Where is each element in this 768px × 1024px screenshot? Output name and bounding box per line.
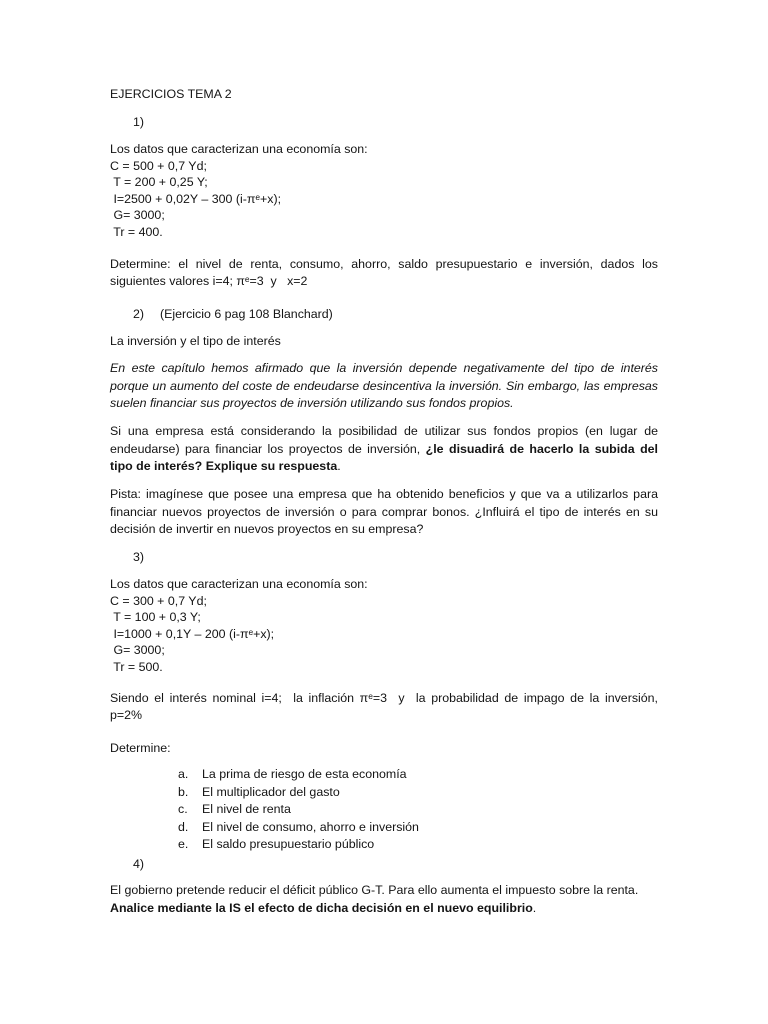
exercise-4-statement: El gobierno pretende reducir el déficit público G-T. Para ello aumenta el impuesto sobre la renta. bbox=[110, 883, 639, 897]
list-text: El multiplicador del gasto bbox=[202, 784, 340, 799]
question-end: . bbox=[337, 459, 341, 474]
exercise-2-reference: (Ejercicio 6 pag 108 Blanchard) bbox=[159, 307, 333, 321]
exercise-1-number: 1) bbox=[133, 115, 145, 129]
list-text: El nivel de consumo, ahorro e inversión bbox=[202, 819, 419, 834]
equation-investment: I=2500 + 0,02Y – 300 (i-πᵉ+x); bbox=[110, 191, 282, 206]
list-text: El saldo presupuestario público bbox=[202, 837, 375, 852]
exercise-3-number: 3) bbox=[133, 550, 145, 564]
exercise-3-given bbox=[110, 690, 658, 723]
list-item bbox=[178, 819, 658, 837]
exercise-1-task bbox=[110, 256, 658, 289]
equation-taxes: T = 100 + 0,3 Y; bbox=[110, 610, 201, 625]
equation-investment: I=1000 + 0,1Y – 200 (i-πᵉ+x); bbox=[110, 626, 275, 641]
equation-transfers: Tr = 500. bbox=[110, 659, 163, 674]
exercise-1-data bbox=[110, 141, 658, 241]
exercise-3-given-line-2: p=2% bbox=[110, 707, 143, 722]
equation-transfers: Tr = 400. bbox=[110, 224, 163, 239]
list-marker: d. bbox=[178, 819, 189, 834]
list-marker: a. bbox=[178, 767, 189, 781]
list-text: El nivel de renta bbox=[202, 802, 291, 817]
list-marker: b. bbox=[178, 784, 189, 799]
list-item bbox=[178, 836, 658, 854]
exercise-2-heading: La inversión y el tipo de interés bbox=[110, 334, 281, 348]
exercise-4-number: 4) bbox=[133, 857, 145, 871]
list-item bbox=[178, 766, 658, 784]
exercise-2-hint: Pista: imagínese que posee una empresa que ha obtenido beneficios y que va a utilizarlos para financiar nuevos proyectos de inversión o para comprar bonos. ¿Influirá el tipo de interés en su decisión de invertir en nuevos proyectos en su empresa? bbox=[110, 487, 658, 537]
list-marker: c. bbox=[178, 802, 188, 817]
equation-government: G= 3000; bbox=[110, 643, 165, 658]
question-plain-text: Si una empresa está considerando la posibilidad de utilizar sus fondos propios (en lugar de endeudarse) para financiar los proyectos de inversión, bbox=[110, 424, 658, 456]
equation-taxes: T = 200 + 0,25 Y; bbox=[110, 175, 208, 190]
equation-consumption: C = 300 + 0,7 Yd; bbox=[110, 593, 207, 608]
question-bold-text: ¿le disuadirá de hacerlo la subida del tipo de interés? Explique su respuesta bbox=[110, 441, 658, 474]
document-title: EJERCICIOS TEMA 2 bbox=[110, 87, 232, 101]
exercise-2-question bbox=[110, 423, 658, 476]
exercise-1-task-line-1: Determine: el nivel de renta, consumo, ahorro, saldo presupuestario e inversión, dados los bbox=[110, 257, 658, 271]
exercise-1-intro: Los datos que caracterizan una economía son: bbox=[110, 142, 368, 156]
equation-consumption: C = 500 + 0,7 Yd; bbox=[110, 158, 207, 173]
exercise-3-task-list bbox=[178, 766, 658, 854]
exercise-1-task-line-2: siguientes valores i=4; πᵉ=3 y x=2 bbox=[110, 273, 308, 288]
exercise-4-bold-question: Analice mediante la IS el efecto de dicha decisión en el nuevo equilibrio bbox=[110, 900, 533, 915]
exercise-3-intro: Los datos que caracterizan una economía son: bbox=[110, 577, 368, 591]
exercise-2-quote: En este capítulo hemos afirmado que la inversión depende negativamente del tipo de interés porque un aumento del coste de endeudarse desincentiva la inversión. Sin embargo, las empresas suelen financiar sus proyectos de inversión utilizando sus fondos propios. bbox=[110, 361, 658, 411]
exercise-3-data bbox=[110, 576, 658, 676]
equation-government: G= 3000; bbox=[110, 208, 165, 223]
exercise-3-determine: Determine: bbox=[110, 741, 171, 755]
exercise-4-end: . bbox=[532, 900, 537, 915]
list-item bbox=[178, 801, 658, 819]
exercise-2-header bbox=[133, 306, 658, 323]
exercise-4-text bbox=[110, 882, 658, 917]
list-item bbox=[178, 784, 658, 802]
list-text: La prima de riesgo de esta economía bbox=[202, 767, 407, 781]
list-marker: e. bbox=[178, 837, 189, 852]
exercise-2-number: 2) bbox=[133, 307, 145, 321]
exercise-3-given-line-1: Siendo el interés nominal i=4; la inflación πᵉ=3 y la probabilidad de impago de la inversión, bbox=[110, 691, 658, 705]
